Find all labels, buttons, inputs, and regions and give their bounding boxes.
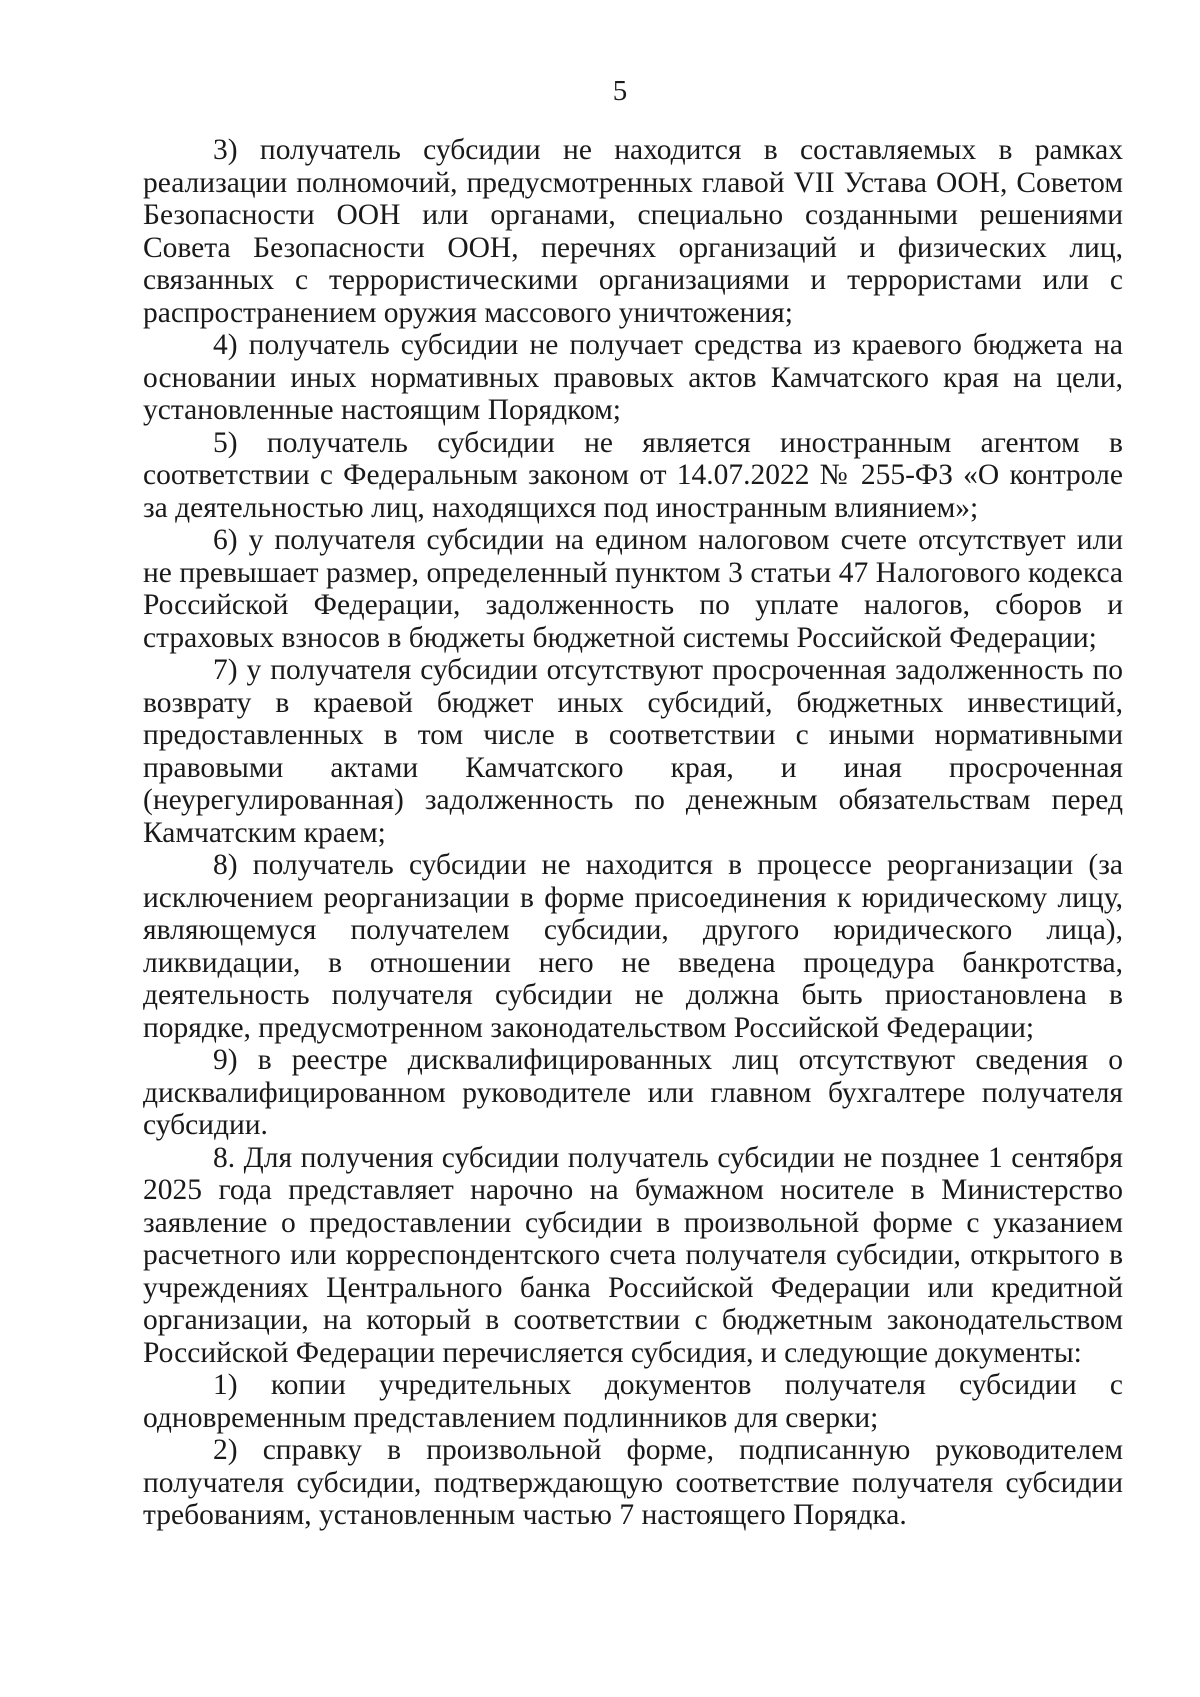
paragraph-item-4: 4) получатель субсидии не получает средства из краевого бюджета на основании иных нормативных правовых актов Камчатского края на цели, установленные настоящим Порядком; xyxy=(143,329,1123,426)
paragraph-item-6: 6) у получателя субсидии на едином налоговом счете отсутствует или не превышает размер, определенный пунктом 3 статьи 47 Налогового кодекса Российской Федерации, задолженность по уплате налогов, сборов и страховых взносов в бюджеты бюджетной системы Российской Федерации; xyxy=(143,524,1123,654)
document-body xyxy=(143,134,1123,1532)
paragraph-item-7: 7) у получателя субсидии отсутствуют просроченная задолженность по возврату в краевой бюджет иных субсидий, бюджетных инвестиций, предоставленных в том числе в соответствии с иными нормативными правовыми актами Камчатского края, и иная просроченная (неурегулированная) задолженность по денежным обязательствам перед Камчатским краем; xyxy=(143,654,1123,849)
paragraph-item-3: 3) получатель субсидии не находится в составляемых в рамках реализации полномочий, предусмотренных главой VII Устава ООН, Советом Безопасности ООН или органами, специально созданными решениями Совета Безопасности ООН, перечнях организаций и физических лиц, связанных с террористическими организациями и террористами или с распространением оружия массового уничтожения; xyxy=(143,134,1123,329)
paragraph-item-9: 9) в реестре дисквалифицированных лиц отсутствуют сведения о дисквалифицированном руководителе или главном бухгалтере получателя субсидии. xyxy=(143,1044,1123,1141)
paragraph-item-5: 5) получатель субсидии не является иностранным агентом в соответствии с Федеральным законом от 14.07.2022 № 255-ФЗ «О контроле за деятельностью лиц, находящихся под иностранным влиянием»; xyxy=(143,426,1123,524)
page-number: 5 xyxy=(612,75,628,107)
paragraph-item-8: 8) получатель субсидии не находится в процессе реорганизации (за исключением реорганизации в форме присоединения к юридическому лицу, являющемуся получателем субсидии, другого юридического лица), ликвидации, в отношении него не введена процедура банкротства, деятельность получателя субсидии не должна быть приостановлена в порядке, предусмотренном законодательством Российской Федерации; xyxy=(143,849,1123,1044)
paragraph-document-1: 1) копии учредительных документов получателя субсидии с одновременным представлением подлинников для сверки; xyxy=(143,1369,1123,1434)
paragraph-section-8: 8. Для получения субсидии получатель субсидии не позднее 1 сентября 2025 года представляет нарочно на бумажном носителе в Министерство заявление о предоставлении субсидии в произвольной форме с указанием расчетного или корреспондентского счета получателя субсидии, открытого в учреждениях Центрального банка Российской Федерации или кредитной организации, на который в соответствии с бюджетным законодательством Российской Федерации перечисляется субсидия, и следующие документы: xyxy=(143,1141,1123,1369)
paragraph-document-2: 2) справку в произвольной форме, подписанную руководителем получателя субсидии, подтверждающую соответствие получателя субсидии требованиям, установленным частью 7 настоящего Порядка. xyxy=(143,1434,1123,1531)
